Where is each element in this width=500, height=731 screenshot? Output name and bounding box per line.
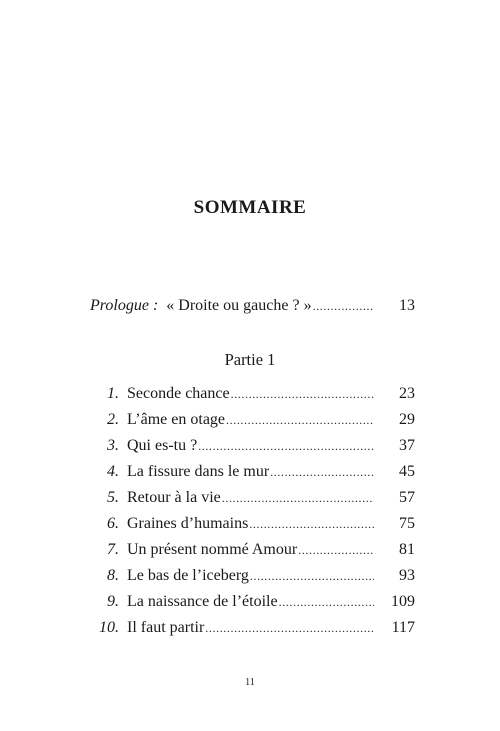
dot-leader bbox=[250, 569, 374, 584]
toc-entry-label: La naissance de l’étoile bbox=[127, 593, 278, 610]
toc-entry-label: Un présent nommé Amour bbox=[127, 541, 298, 558]
toc-entry-page: 57 bbox=[399, 489, 415, 506]
toc-entry-number: 7. bbox=[107, 541, 119, 558]
toc-entry-page: 81 bbox=[399, 541, 415, 558]
dot-leader bbox=[226, 413, 374, 428]
toc-entry bbox=[90, 437, 415, 459]
dot-leader bbox=[222, 491, 374, 506]
toc-entry bbox=[90, 593, 415, 615]
toc-entry-number: 8. bbox=[107, 567, 119, 584]
toc-entry-page: 13 bbox=[399, 297, 415, 314]
toc-entry-page: 29 bbox=[399, 411, 415, 428]
toc-entry-page: 23 bbox=[399, 385, 415, 402]
toc-entry bbox=[90, 463, 415, 485]
toc-entry-label: L’âme en otage bbox=[127, 411, 226, 428]
toc-entry-label: Qui es-tu ? bbox=[127, 437, 198, 454]
page-number: 11 bbox=[245, 677, 255, 688]
toc-entry-page: 93 bbox=[399, 567, 415, 584]
toc-entry-number: 5. bbox=[107, 489, 119, 506]
toc-entry-number: 1. bbox=[107, 385, 119, 402]
toc-entry-number: 6. bbox=[107, 515, 119, 532]
part-heading: Partie 1 bbox=[224, 350, 276, 369]
dot-leader bbox=[270, 465, 374, 480]
toc-entry-label: La fissure dans le mur bbox=[127, 463, 270, 480]
toc-entry-label: Il faut partir bbox=[127, 619, 205, 636]
dot-leader bbox=[279, 595, 374, 610]
toc-entry bbox=[90, 411, 415, 433]
toc-entry-page: 37 bbox=[399, 437, 415, 454]
toc-entry-number: 3. bbox=[107, 437, 119, 454]
toc-entry-number: 10. bbox=[99, 619, 119, 636]
page-title: SOMMAIRE bbox=[193, 197, 307, 218]
toc-entry bbox=[90, 489, 415, 511]
dot-leader bbox=[231, 387, 374, 402]
dot-leader bbox=[298, 543, 374, 558]
toc-entry bbox=[90, 619, 415, 641]
toc-entry bbox=[90, 515, 415, 537]
toc-entry bbox=[90, 541, 415, 563]
toc-entry bbox=[90, 385, 415, 407]
toc-entry-label: « Droite ou gauche ? » bbox=[166, 297, 312, 314]
dot-leader bbox=[313, 299, 374, 314]
toc-entry-page: 109 bbox=[391, 593, 415, 610]
dot-leader bbox=[249, 517, 374, 532]
toc-entry-label: Retour à la vie bbox=[127, 489, 221, 506]
toc-entry-page: 117 bbox=[391, 619, 415, 636]
dot-leader bbox=[198, 439, 374, 454]
prologue-lead: Prologue : bbox=[90, 297, 159, 314]
toc-entry-page: 75 bbox=[399, 515, 415, 532]
toc-entry-number: 2. bbox=[107, 411, 119, 428]
toc-entry-label: Graines d’humains bbox=[127, 515, 249, 532]
dot-leader bbox=[205, 621, 374, 636]
toc-entry-label: Le bas de l’iceberg bbox=[127, 567, 249, 584]
toc-entry-number: 4. bbox=[107, 463, 119, 480]
toc-entry bbox=[90, 567, 415, 589]
toc-entry-prologue bbox=[90, 297, 415, 319]
toc-entry-number: 9. bbox=[107, 593, 119, 610]
toc-entry-label: Seconde chance bbox=[127, 385, 230, 402]
toc-entry-page: 45 bbox=[399, 463, 415, 480]
